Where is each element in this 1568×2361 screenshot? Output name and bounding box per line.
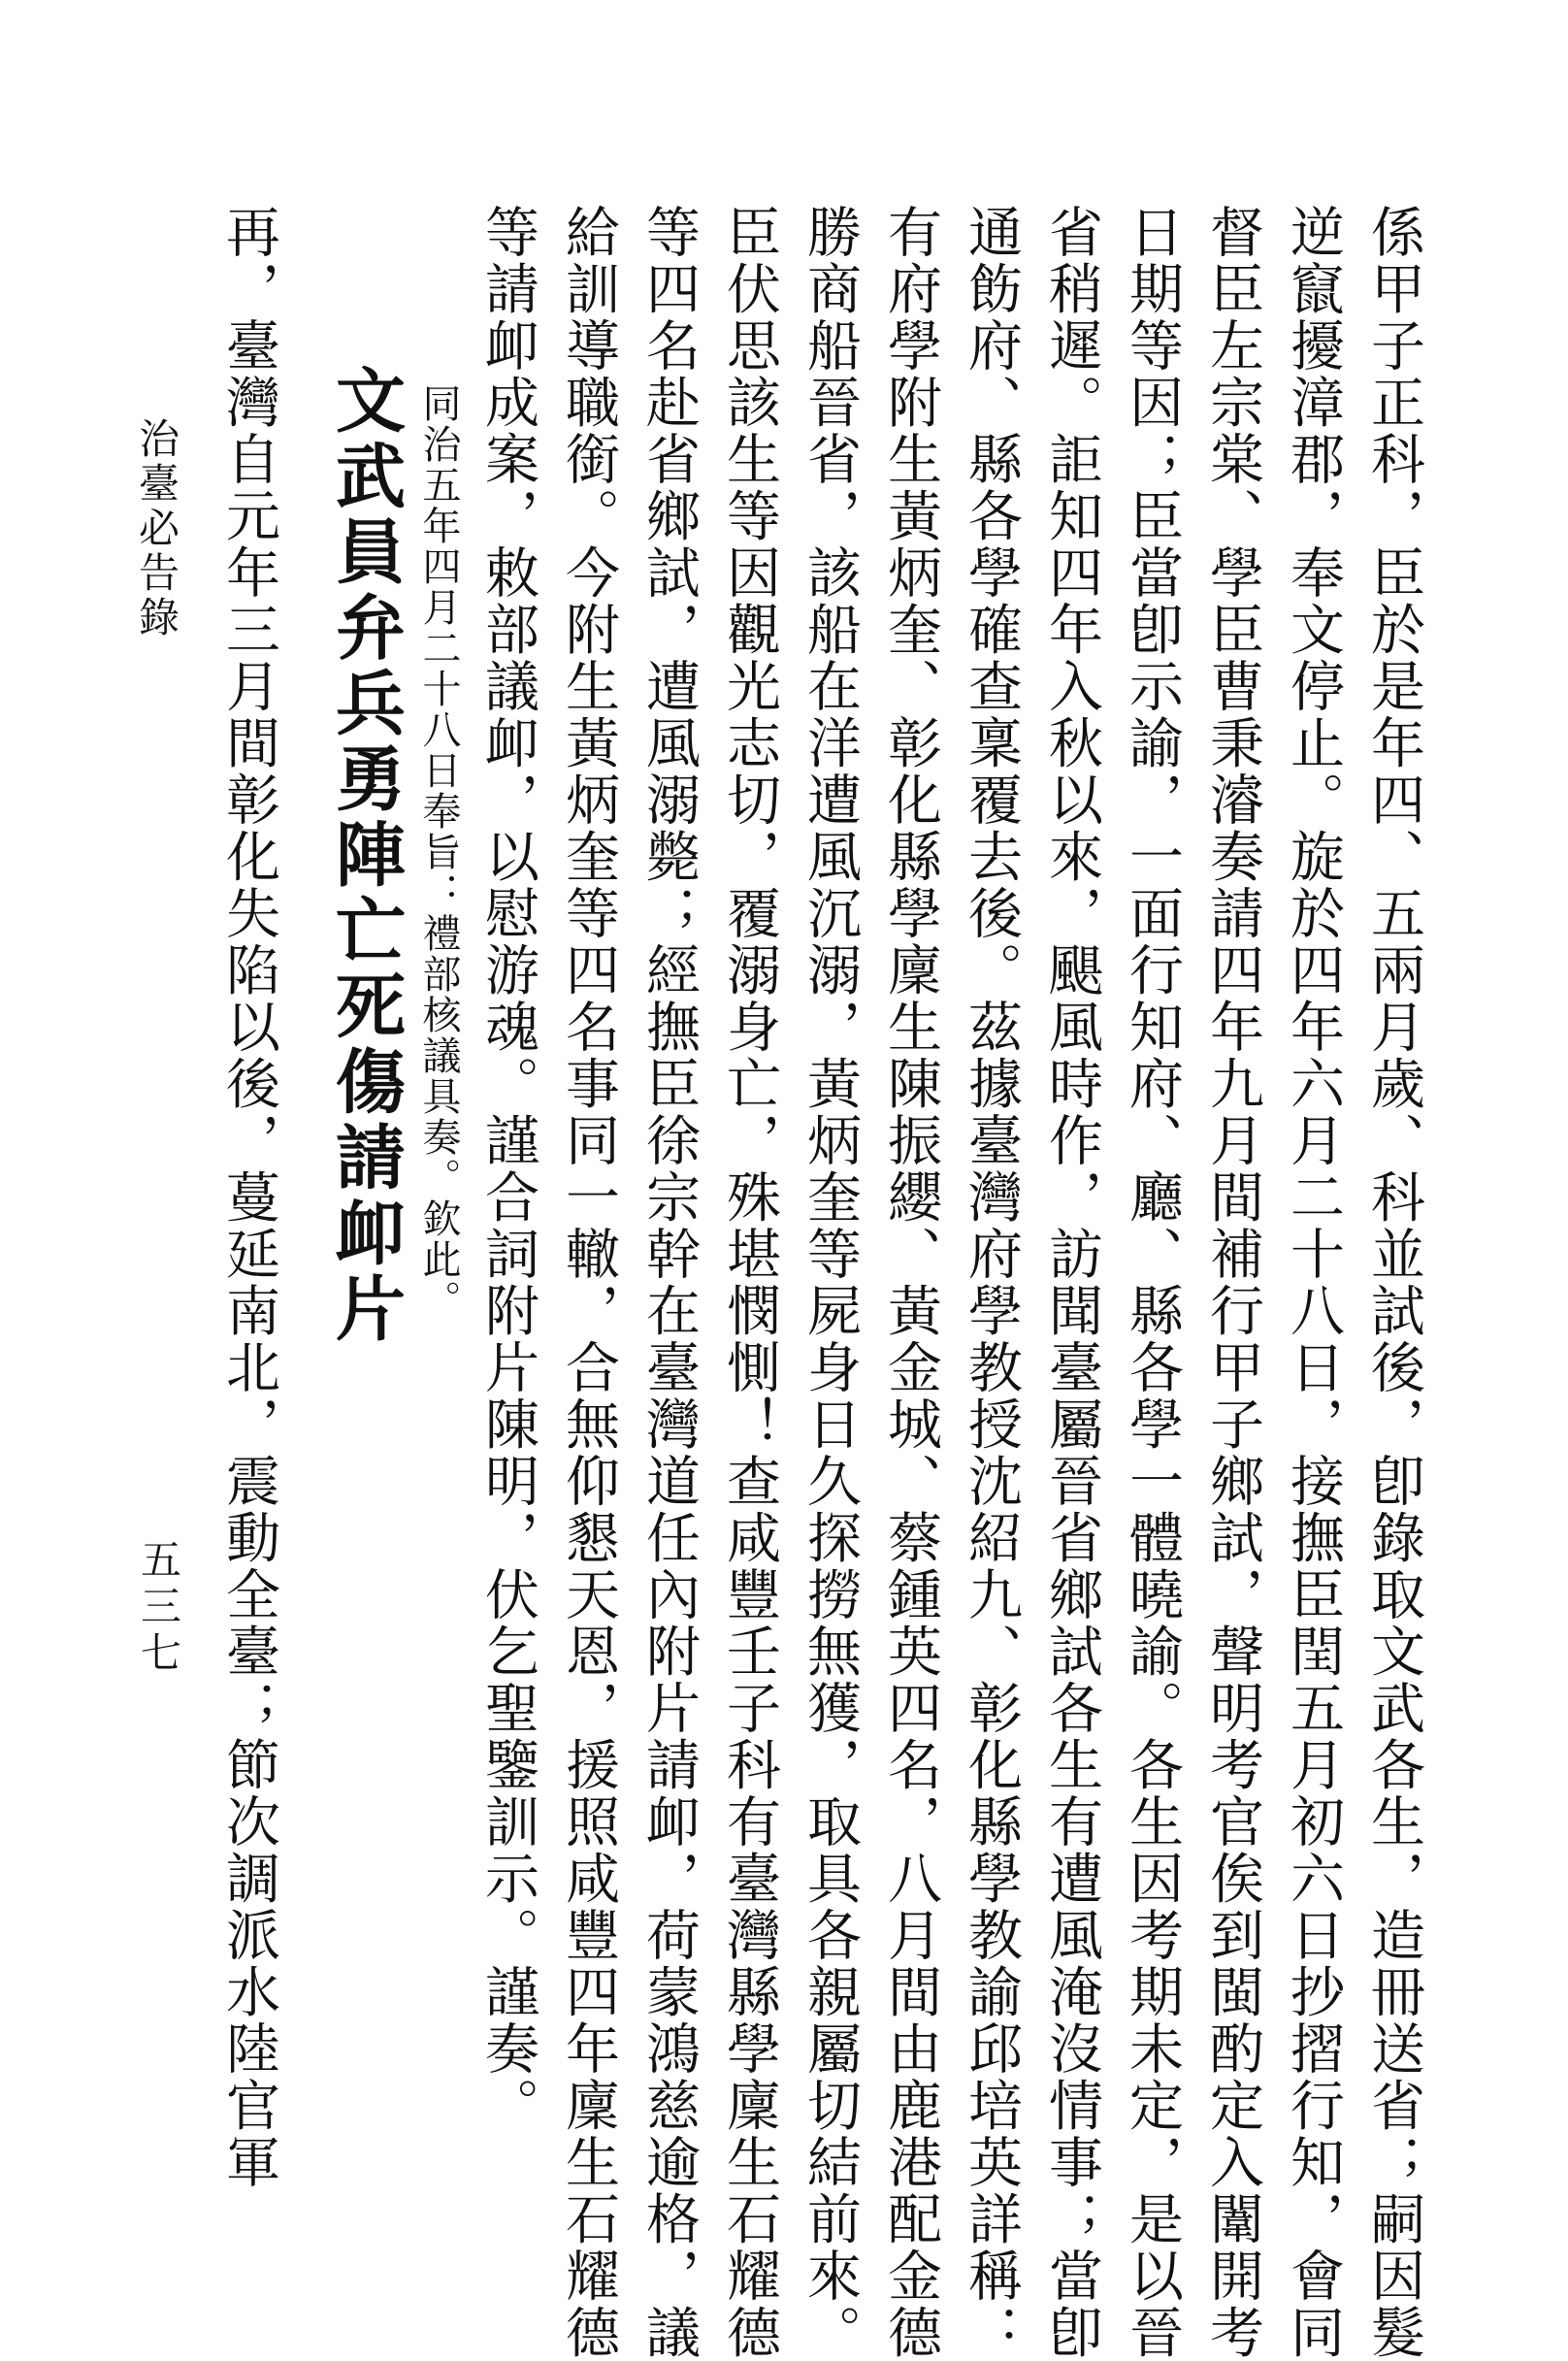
body-line-8: 勝商船晉省，該船在洋遭風沉溺，黃炳奎等屍身日久探撈無獲，取具各親屬切結前來。: [799, 204, 862, 2361]
next-section-first-line: 再，臺灣自元年三月間彰化失陷以後，蔓延南北，震動全臺；節次調派水陸官軍: [217, 204, 280, 2191]
body-line-12: 等請卹成案，敕部議卹，以慰游魂。謹合詞附片陳明，伏乞聖鑒訓示。謹奏。: [476, 204, 539, 2134]
body-line-1: 係甲子正科，臣於是年四、五兩月歲、科並試後，卽錄取文武各生，造冊送省；嗣因髮: [1362, 204, 1425, 2361]
body-line-11: 給訓導職銜。今附生黃炳奎等四名事同一轍，合無仰懇天恩，援照咸豐四年廩生石耀德: [557, 204, 620, 2361]
body-line-5: 省稍遲。詎知四年入秋以來，颶風時作，訪聞臺屬晉省鄉試各生有遭風淹沒情事；當卽: [1040, 204, 1103, 2361]
body-line-10: 等四名赴省鄉試，遭風溺斃；經撫臣徐宗幹在臺灣道任內附片請卹，荷蒙鴻慈逾格，議: [637, 204, 701, 2361]
running-head: 治臺必告錄: [133, 417, 180, 640]
body-line-2: 逆竄擾漳郡，奉文停止。旋於四年六月二十八日，接撫臣閏五月初六日抄摺行知，會同: [1282, 204, 1345, 2361]
body-line-4: 日期等因；臣當卽示諭，一面行知府、廳、縣各學一體曉諭。各生因考期未定，是以晉: [1121, 204, 1184, 2361]
page-number: 五三七: [135, 1538, 182, 1678]
body-line-7: 有府學附生黃炳奎、彰化縣學廩生陳振纓、黃金城、蔡鍾英四名，八月間由鹿港配金德: [879, 204, 942, 2361]
body-line-3: 督臣左宗棠、學臣曹秉濬奏請四年九月間補行甲子鄉試，聲明考官俟到閩酌定入闈開考: [1201, 204, 1264, 2361]
body-line-9: 臣伏思該生等因觀光志切，覆溺身亡，殊堪憫惻！查咸豐壬子科有臺灣縣學廩生石耀德: [718, 204, 781, 2361]
section-heading: 文武員弁兵勇陣亡死傷請卹片: [324, 364, 407, 1348]
body-line-6: 通飭府、縣各學確查稟覆去後。茲據臺灣府學教授沈紹九、彰化縣學教諭邱培英詳稱：: [960, 204, 1023, 2361]
imperial-edict-line: 同治五年四月二十八日奉旨：禮部核議具奏。欽此。: [416, 383, 461, 1321]
